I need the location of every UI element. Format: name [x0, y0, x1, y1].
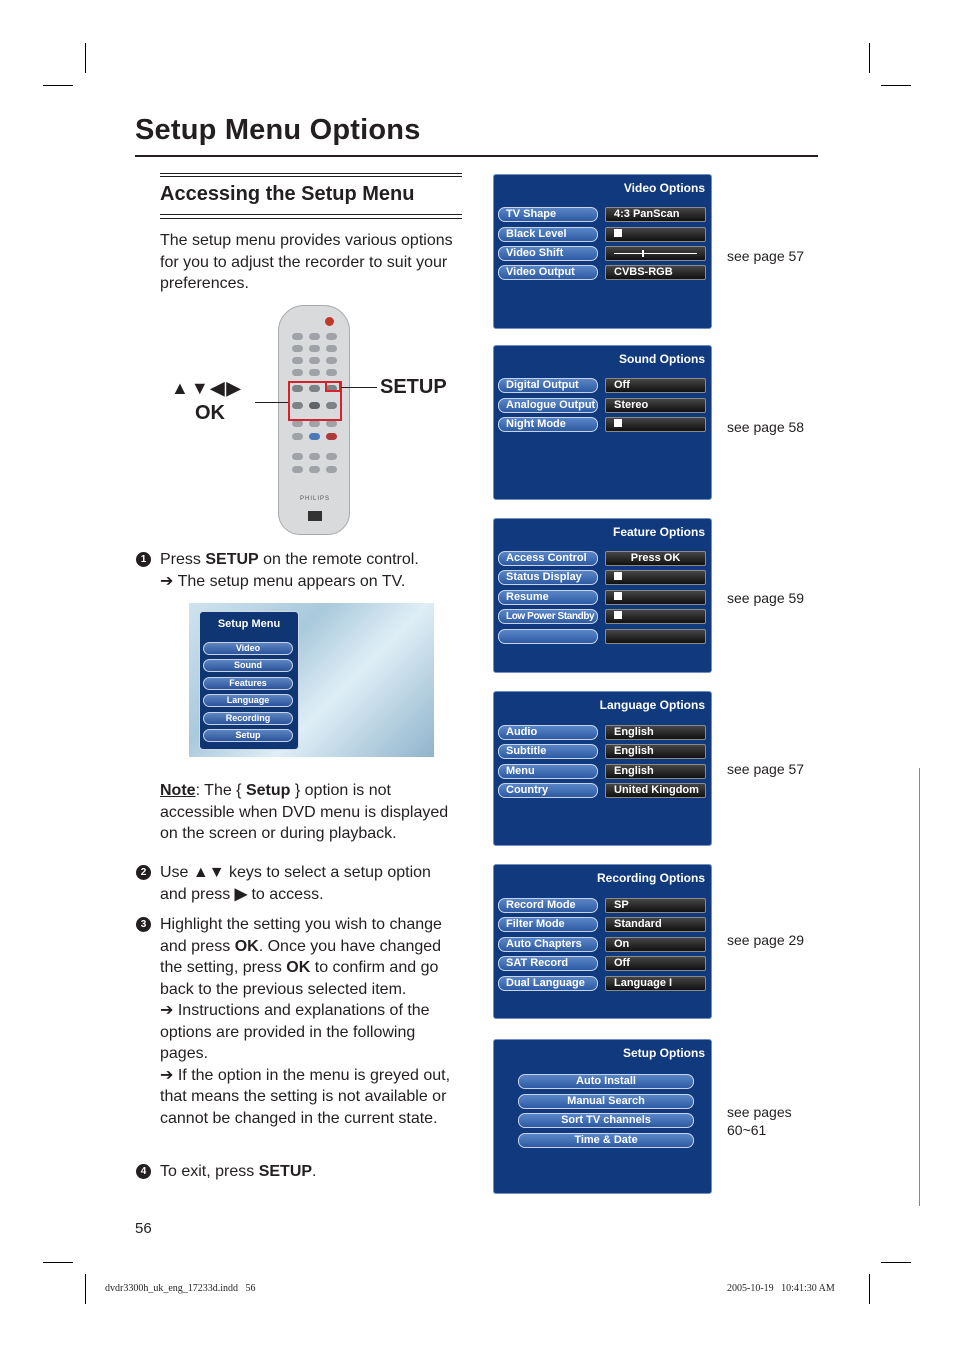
panel-title: Setup Options [623, 1046, 705, 1060]
crop-mark [869, 1274, 870, 1304]
setup-options-panel [493, 1039, 712, 1194]
menu-item-features: Features [203, 677, 293, 690]
option-label: Dual Language [498, 976, 598, 991]
menu-item-language: Language [203, 694, 293, 707]
option-value: English [605, 725, 706, 740]
slider-knob-icon [642, 250, 644, 257]
remote-button [309, 333, 320, 340]
remote-button [292, 453, 303, 460]
menu-item-setup: Setup [203, 729, 293, 742]
option-value: CVBS-RGB [605, 265, 706, 280]
step-2-text: Use ▲▼ keys to select a setup option and press ▶ to access. [160, 864, 431, 903]
option-label: TV Shape [498, 207, 598, 222]
option-label: SAT Record [498, 956, 598, 971]
option-value: Standard [605, 917, 706, 932]
option-value: Language I [605, 976, 706, 991]
option-value [605, 629, 706, 644]
see-page-ref: see pages 60~61 [727, 1104, 792, 1138]
remote-button [326, 420, 337, 427]
remote-button [326, 369, 337, 376]
brand-logo: PHILIPS [299, 496, 330, 502]
section-title: Accessing the Setup Menu [160, 183, 415, 205]
see-page-ref: see page 57 [727, 248, 805, 264]
remote-button [326, 333, 337, 340]
step-number: 4 [136, 1164, 151, 1179]
remote-button [309, 420, 320, 427]
option-value: Press OK [605, 551, 706, 566]
option-label: Video Shift [498, 246, 598, 261]
footer-file-info: dvdr3300h_uk_eng_17233d.indd 56 [105, 1283, 256, 1294]
option-value: English [605, 744, 706, 759]
remote-button [292, 333, 303, 340]
section-rule-bottom [160, 214, 462, 215]
page-title: Setup Menu Options [135, 114, 421, 146]
option-value: English [605, 764, 706, 779]
remote-button [309, 466, 320, 473]
option-value: Stereo [605, 398, 706, 413]
crop-mark [43, 1262, 73, 1263]
setup-menu-panel [199, 611, 299, 750]
section-rule-bottom [160, 218, 462, 219]
crop-mark [43, 85, 73, 86]
option-label: Video Output [498, 265, 598, 280]
option-value [605, 590, 706, 605]
step-number: 2 [136, 865, 151, 880]
checkbox-icon [614, 611, 622, 619]
remote-button [292, 433, 303, 440]
setup-menu-screenshot [189, 603, 434, 757]
option-value: Off [605, 378, 706, 393]
panel-title: Recording Options [597, 871, 705, 885]
panel-title: Sound Options [619, 352, 705, 366]
remote-button [309, 453, 320, 460]
section-rule-top [160, 176, 462, 177]
section-rule-top [160, 173, 462, 174]
option-label: Low Power Standby [498, 609, 598, 624]
see-page-ref: see page 58 [727, 419, 805, 435]
remote-button [309, 369, 320, 376]
crop-mark [85, 1274, 86, 1304]
option-value: On [605, 937, 706, 952]
option-label: Menu [498, 764, 598, 779]
step-4-text: To exit, press SETUP. [160, 1163, 317, 1180]
panel-title: Language Options [599, 698, 705, 712]
menu-item-recording: Recording [203, 712, 293, 725]
option-label: Access Control [498, 551, 598, 566]
callout-line [255, 402, 288, 403]
option-label: Digital Output [498, 378, 598, 393]
crop-mark [881, 1262, 911, 1263]
checkbox-icon [614, 572, 622, 580]
side-rule [919, 768, 920, 1206]
power-button-icon [325, 317, 334, 326]
recording-options-panel [493, 864, 712, 1019]
intro-text: The setup menu provides various options for you to adjust the recorder to suit your preferences. [160, 232, 453, 292]
option-label: Black Level [498, 227, 598, 242]
option-value: United Kingdom [605, 783, 706, 798]
option-label: Status Display [498, 570, 598, 585]
record-button [326, 433, 337, 440]
remote-button [292, 369, 303, 376]
option-value [605, 227, 706, 242]
option-value [605, 570, 706, 585]
manual-search-button: Manual Search [518, 1094, 694, 1109]
setup-key-label: SETUP [380, 376, 447, 398]
rw-logo-icon [308, 511, 322, 521]
auto-install-button: Auto Install [518, 1074, 694, 1089]
see-page-ref: see page 59 [727, 590, 805, 606]
remote-button [326, 466, 337, 473]
see-page-ref: see page 29 [727, 932, 805, 948]
step-3-text: Highlight the setting you wish to change and press OK. Once you have changed the setting, press OK to confirm and go back to the previous selected item. ➔ Instructions and explanations of the options are provided in the following pages. ➔ If the option in the menu is greyed out, that means the setting is not available or cannot be changed in the current state. [160, 916, 451, 1127]
checkbox-icon [614, 419, 622, 427]
option-value: 4:3 PanScan [605, 207, 706, 222]
sort-tv-channels-button: Sort TV channels [518, 1113, 694, 1128]
play-button [309, 433, 320, 440]
note-text: Note: The { Setup } option is not accessible when DVD menu is displayed on the screen or during playback. [160, 782, 449, 842]
step-number: 1 [136, 552, 151, 567]
option-value: Off [605, 956, 706, 971]
footer-timestamp: 2005-10-19 10:41:30 AM [727, 1283, 835, 1294]
option-value [605, 609, 706, 624]
time-date-button: Time & Date [518, 1133, 694, 1148]
option-label: Night Mode [498, 417, 598, 432]
remote-button [309, 357, 320, 364]
result-arrow-icon: ➔ [160, 1066, 174, 1084]
setup-menu-title: Setup Menu [217, 618, 281, 630]
remote-button [326, 345, 337, 352]
ok-key-label: OK [195, 402, 225, 424]
menu-item-sound: Sound [203, 659, 293, 672]
remote-button [309, 345, 320, 352]
option-label: Resume [498, 590, 598, 605]
panel-title: Feature Options [612, 525, 705, 539]
checkbox-icon [614, 592, 622, 600]
checkbox-icon [614, 229, 622, 237]
page-number: 56 [135, 1220, 152, 1237]
option-label: Subtitle [498, 744, 598, 759]
sound-options-panel [493, 345, 712, 500]
result-arrow-icon: ➔ [160, 572, 174, 590]
setup-key-highlight [325, 381, 341, 392]
arrow-keys-label: ▲▼◀▶ [171, 378, 243, 398]
remote-button [326, 357, 337, 364]
title-rule [135, 155, 818, 157]
feature-options-panel [493, 518, 712, 673]
step-1-text: Press SETUP on the remote control. ➔ The setup menu appears on TV. [160, 551, 419, 590]
option-label: Auto Chapters [498, 937, 598, 952]
option-value [605, 417, 706, 432]
option-label: Record Mode [498, 898, 598, 913]
video-options-panel [493, 174, 712, 329]
option-value [605, 246, 706, 261]
result-arrow-icon: ➔ [160, 1002, 174, 1019]
slider-icon [614, 253, 697, 254]
panel-title: Video Options [623, 181, 705, 195]
remote-button [326, 453, 337, 460]
see-page-ref: see page 57 [727, 761, 805, 777]
option-label: Analogue Output [498, 398, 598, 413]
option-label [498, 629, 598, 644]
crop-mark [869, 43, 870, 73]
option-label: Country [498, 783, 598, 798]
menu-item-video: Video [203, 642, 293, 655]
crop-mark [881, 85, 911, 86]
option-value: SP [605, 898, 706, 913]
crop-mark [85, 43, 86, 73]
remote-button [292, 345, 303, 352]
option-label: Filter Mode [498, 917, 598, 932]
step-number: 3 [136, 917, 151, 932]
remote-button [292, 357, 303, 364]
language-options-panel [493, 691, 712, 846]
callout-line [341, 387, 377, 388]
option-label: Audio [498, 725, 598, 740]
remote-button [292, 466, 303, 473]
remote-button [292, 420, 303, 427]
